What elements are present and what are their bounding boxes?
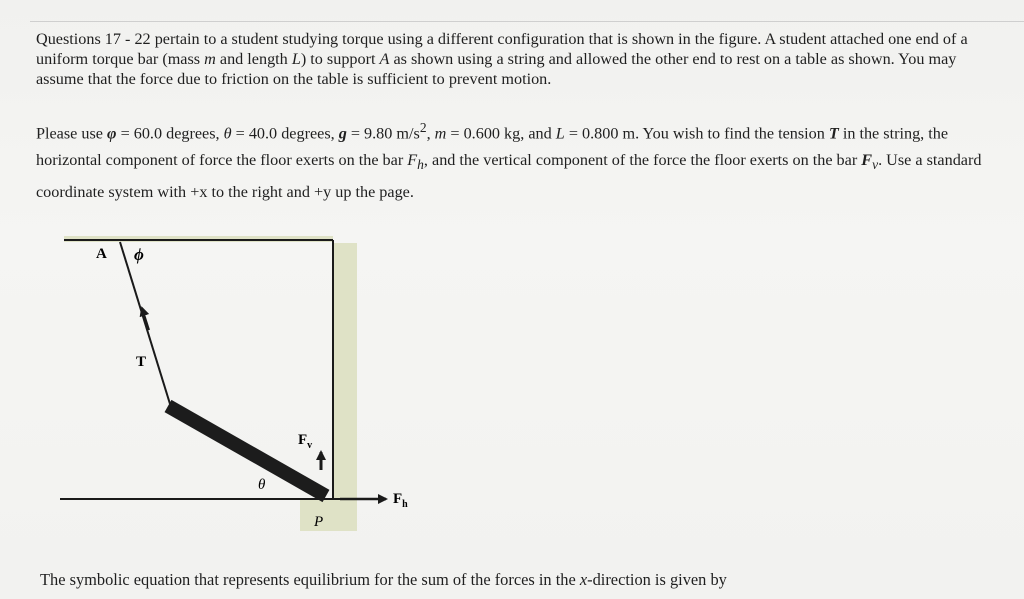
label-Fv: $F_v$: [298, 432, 313, 451]
footer-prompt: The symbolic equation that represents equilibrium for the sum of the forces in the x-direction is given by: [40, 570, 727, 589]
label-Fh: $F_h$: [393, 491, 408, 510]
wall-panel: [333, 243, 357, 500]
label-phi: ϕ: [134, 245, 144, 264]
floor-panel: [300, 499, 357, 531]
label-A: A: [96, 246, 107, 262]
question-parameters: Please use φ = 60.0 degrees, θ = 40.0 degrees, g = 9.80 $m/s^2$, m = 0.600 kg, and L = 0.800 m. You wish to find the tension T in the string, the horizontal component of force the floor exerts on the bar $F_h$, and the vertical component of the force the floor exerts on the bar $F_v$. Use a standard coordinate system with +x to the right and +y up the page.: [36, 120, 982, 201]
label-T: T: [136, 354, 147, 370]
string: [120, 242, 170, 404]
label-P: P: [314, 514, 324, 530]
torque-bar: [168, 406, 326, 496]
question-intro: Questions 17 - 22 pertain to a student studying torque using a different configuration that is shown in the figure. A student attached one end of a uniform torque bar (mass m and length L) to support A as shown using a string and allowed the other end to rest on a table as shown. You may assume that the force due to friction on the table is sufficient to prevent motion.: [36, 30, 968, 88]
label-theta: θ: [258, 477, 266, 493]
